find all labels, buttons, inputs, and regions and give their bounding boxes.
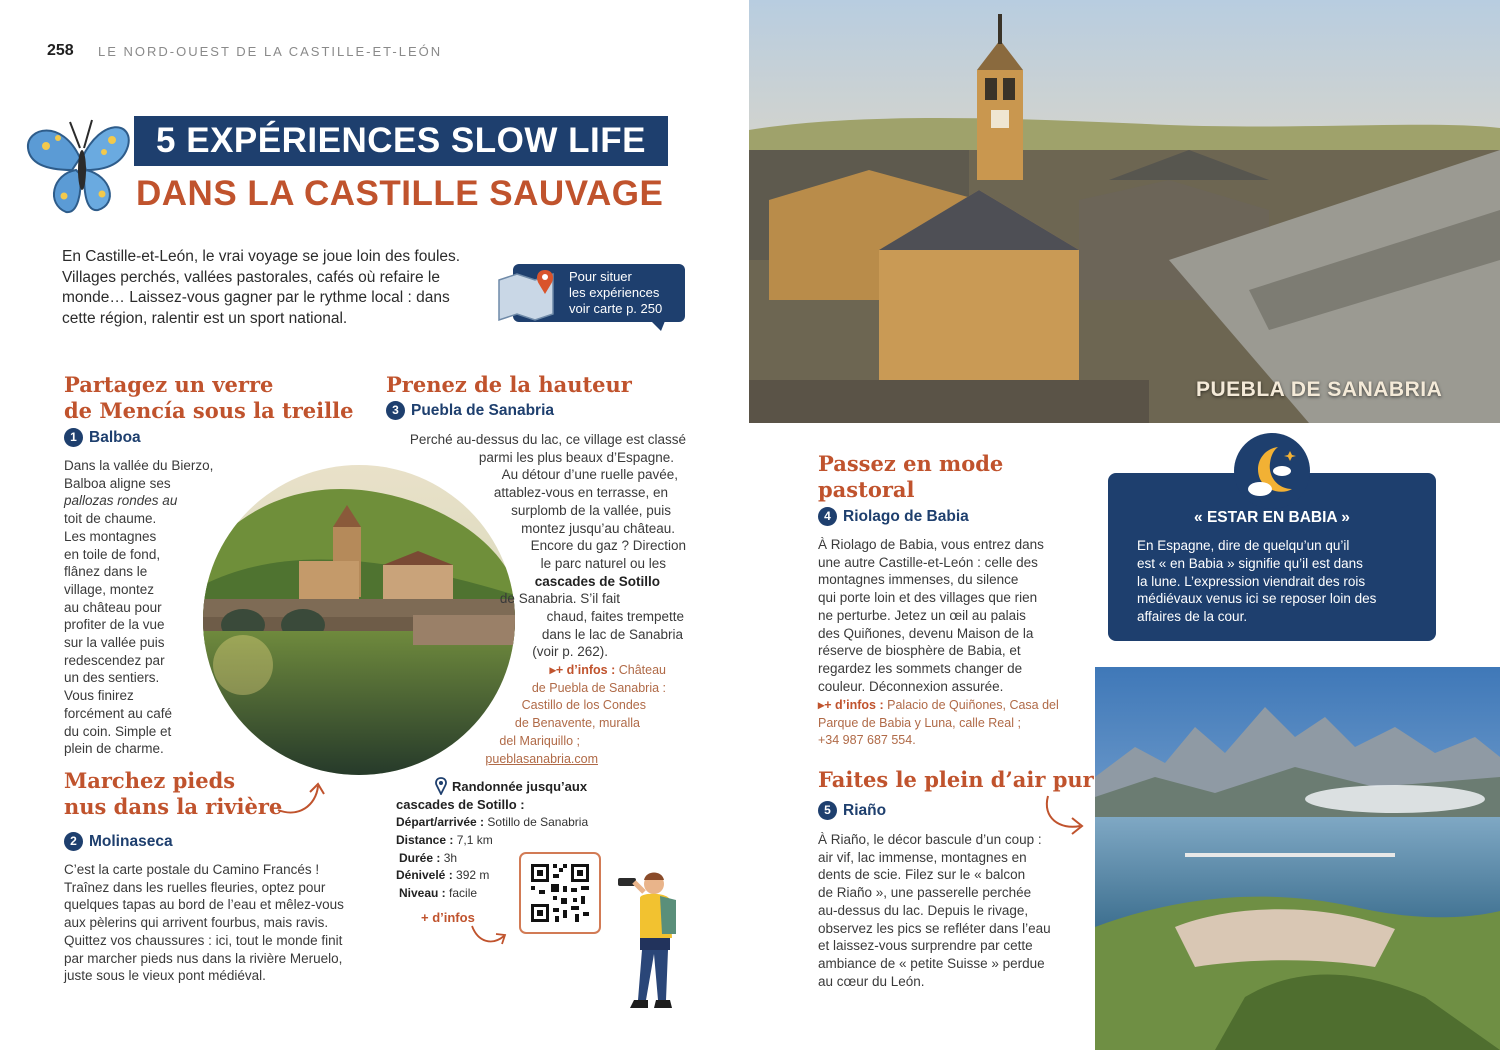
rando-more-infos[interactable]: + d’infos	[421, 910, 475, 925]
number-badge: 4	[818, 507, 837, 526]
exp3-place: 3 Puebla de Sanabria	[386, 401, 554, 420]
exp1-place: 1 Balboa	[64, 428, 141, 447]
title-line-1: 5 EXPÉRIENCES SLOW LIFE	[134, 116, 668, 166]
exp2-title: Marchez pieds nus dans la rivière	[64, 768, 283, 819]
puebla-de-sanabria-photo	[749, 0, 1500, 423]
exp3-text: Perché au-dessus du lac, ce village est classé parmi les plus beaux d’Espagne. Au détour d’une ruelle pavée, attablez-vous en terrasse, en surplomb de la vallée, puis montez jusqu’au château. Encore du gaz ? Direction le parc naturel ou les cascades de Sotillo de Sanabria. S’il fait chaud, faites trempette dans le lac de Sanabria (voir p. 262).	[409, 432, 686, 660]
photo-caption: PUEBLA DE SANABRIA	[1196, 378, 1443, 401]
website-link[interactable]: pueblasanabria.com	[485, 751, 598, 766]
map-pin-icon	[495, 266, 565, 322]
butterfly-icon	[22, 108, 134, 220]
running-title: LE NORD-OUEST DE LA CASTILLE-ET-LEÓN	[98, 44, 443, 59]
number-badge: 1	[64, 428, 83, 447]
exp4-text: À Riolago de Babia, vous entrez dans une autre Castille-et-León : celle des montagnes immenses, du silence qui porte loin et des villages que rien ne perturbe. Jetez un œil au palais des Quiñones, devenu Maison de la réserve de biosphère de Babia, et regardez les sommets changer de couleur. Déconnexion assurée.	[818, 537, 1044, 694]
exp5-text: À Riaño, le décor bascule d’un coup : air vif, lac immense, montagnes en dents de scie. Filez sur le « balcon de Riaño », une passerelle perchée au-dessus du lac. Depuis le rivage, observez les pics se refléter dans l’eau et laissez-vous surprendre par cette ambiance de « petite Suisse » perdue au cœur du León.	[818, 832, 1051, 989]
map-badge-line1: Pour situer	[569, 269, 632, 284]
exp3-title: Prenez de la hauteur	[386, 372, 632, 397]
exp5-place: 5 Riaño	[818, 801, 886, 820]
riano-lake-photo	[1095, 667, 1500, 1050]
number-badge: 2	[64, 832, 83, 851]
exp3-infos: ▸+ d’infos : Château de Puebla de Sanabria : Castillo de los Condes de Benavente, muralla del Mariquillo ; pueblasanabria.com	[466, 662, 666, 768]
map-badge-line3: voir carte p. 250	[569, 301, 663, 316]
map-badge-line2: les expériences	[569, 285, 660, 300]
hiker-illustration	[610, 868, 688, 1018]
title-line-2: DANS LA CASTILLE SAUVAGE	[136, 174, 664, 213]
exp4-place: 4 Riolago de Babia	[818, 507, 969, 526]
exp5-title: Faites le plein d’air pur	[818, 767, 1094, 792]
moon-icon	[1234, 433, 1310, 509]
intro-paragraph: En Castille-et-León, le vrai voyage se joue loin des foules. Villages perchés, vallées pastorales, cafés où refaire le monde… Laissez-vous gagner par le rythme local : dans cette région, ralentir est un sport national.	[62, 248, 461, 327]
exp2-text: C’est la carte postale du Camino Francés ! Traînez dans les ruelles fleuries, optez pour quelques tapas au bord de l’eau et mêlez-vous aux pèlerins qui arrivent fourbus, mais ravis. Quittez vos chaussures : ici, tout le monde finit par marcher pieds nus dans la rivière Meruelo, juste sous le vieux pont médiéval.	[64, 862, 344, 984]
exp2-place: 2 Molinaseca	[64, 832, 173, 851]
rando-details: Départ/arrivée : Sotillo de Sanabria Distance : 7,1 km Durée : 3h Dénivelé : 392 m Niveau : facile	[396, 815, 589, 901]
babia-box-title: « ESTAR EN BABIA »	[1194, 509, 1350, 526]
exp1-text: Dans la vallée du Bierzo, Balboa aligne ses pallozas rondes au toit de chaume. Les montagnes en toile de fond, flânez dans le village, montez au château pour profiter de la vue sur la vallée puis redescendez par un des sentiers. Vous finirez forcément au café du coin. Simple et plein de charme.	[64, 458, 214, 757]
map-reference-badge	[495, 264, 687, 324]
exp4-title: Passez en mode pastoral	[818, 451, 1004, 502]
qr-code[interactable]	[519, 852, 601, 934]
number-badge: 5	[818, 801, 837, 820]
rando-title: Randonnée jusqu’aux cascades de Sotillo :	[396, 779, 588, 812]
number-badge: 3	[386, 401, 405, 420]
page-number: 258	[47, 42, 74, 59]
moon-badge	[1234, 433, 1310, 509]
exp4-infos: ▸+ d’infos : Palacio de Quiñones, Casa del Parque de Babia y Luna, calle Real ; +34 987 687 554.	[818, 698, 1059, 748]
curved-arrow-icon	[470, 920, 510, 948]
badge-tail	[651, 321, 665, 331]
babia-box-text: En Espagne, dire de quelqu’un qu’il est « en Babia » signifie qu’il est dans la lune. L’expression viendrait des rois médiévaux venus ici se reposer loin des affaires de la cour.	[1137, 538, 1377, 625]
curved-arrow-icon	[274, 780, 326, 818]
exp1-title: Partagez un verre de Mencía sous la treille	[64, 372, 354, 423]
